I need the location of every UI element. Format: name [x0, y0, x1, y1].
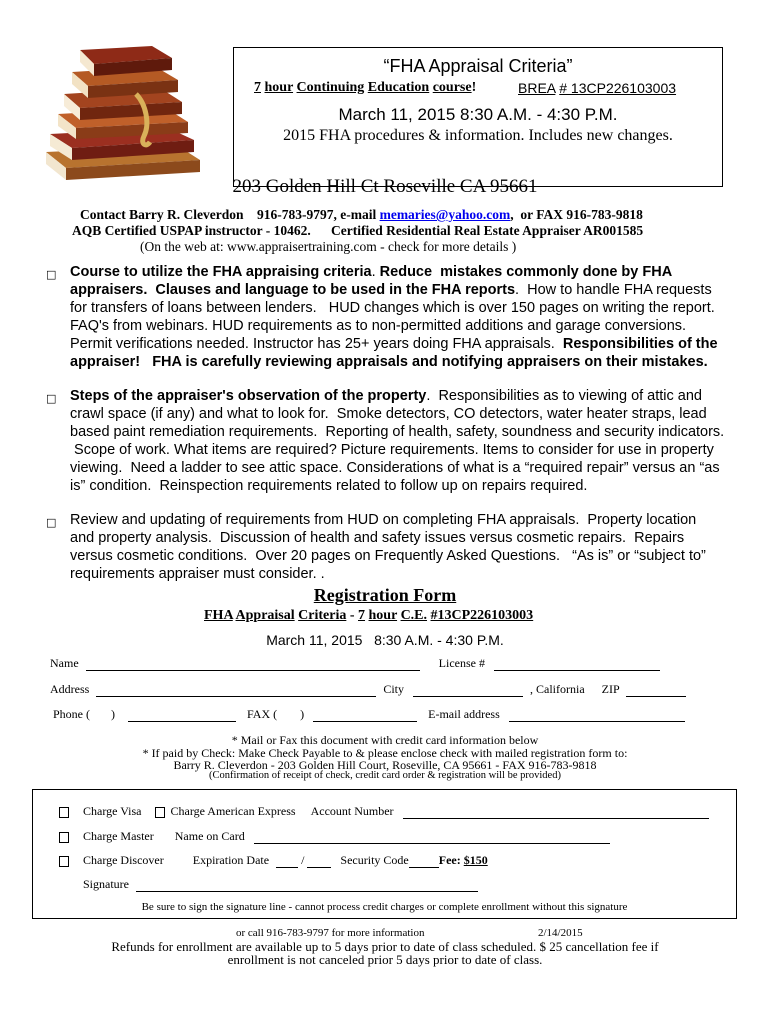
contact-line: Contact Barry R. Cleverdon 916-783-9797, e-mail memaries@yahoo.com, or FAX 916-783-9818 — [80, 207, 643, 222]
exp-year-field[interactable] — [307, 867, 331, 868]
course-subtitle: 7 hour Continuing Education course! — [254, 80, 477, 95]
phone-field[interactable] — [128, 721, 236, 722]
security-code-field[interactable] — [409, 867, 439, 868]
note-confirmation: (Confirmation of receipt of check, credit card order & registration will be provided) — [209, 770, 561, 781]
web-line: (On the web at: www.appraisertraining.com - check for more details ) — [140, 239, 517, 254]
bullet-icon: □ — [46, 268, 57, 281]
venue-address: 203 Golden Hill Ct Roseville CA 95661 — [232, 176, 538, 197]
registration-date: March 11, 2015 8:30 A.M. - 4:30 P.M. — [266, 632, 504, 648]
city-field[interactable] — [413, 696, 523, 697]
payment-row-1: Charge Visa Charge American Express Account Number — [59, 804, 709, 819]
description-paragraph — [70, 387, 750, 495]
description-paragraph — [70, 511, 750, 583]
payment-box — [32, 789, 737, 919]
description-line: based paint remediation requirements. Reporting of health, safety, soundness and security indicators. — [70, 424, 725, 440]
payment-row-2: Charge Master Name on Card — [59, 829, 610, 844]
email-link[interactable]: memaries@yahoo.com — [379, 207, 511, 222]
brea-number: BREA # 13CP226103003 — [518, 80, 677, 96]
note-check: * If paid by Check: Make Check Payable to & please enclose check with mailed registration form to: — [142, 746, 628, 760]
course-title: “FHA Appraisal Criteria” — [383, 56, 573, 76]
email-field[interactable] — [509, 721, 685, 722]
note-mail: * Mail or Fax this document with credit card information below — [231, 733, 539, 747]
description-line: viewing. Need a ladder to see attic space. Considerations of what is a “required repair” versus an “as — [70, 460, 720, 476]
books-logo — [28, 34, 213, 180]
course-date: March 11, 2015 8:30 A.M. - 4:30 P.M. — [338, 105, 618, 124]
refund-line-2: enrollment is not canceled prior 5 days prior to date of class. — [227, 952, 543, 967]
address-row: Address City , California ZIP — [50, 682, 686, 697]
description-line: appraisers. Clauses and language to be used in the FHA reports. How to handle FHA requests — [70, 282, 712, 298]
address-field[interactable] — [96, 696, 376, 697]
fee-text: Fee: $150 — [438, 853, 488, 867]
description-line: for transfers of loans between lenders. HUD changes which is over 150 pages on writing the report. — [70, 300, 715, 316]
description-line: is” condition. Reinspection requirements related to follow up on repairs required. — [70, 478, 588, 494]
description-paragraph — [70, 263, 750, 371]
description-line: appraiser! FHA is carefully reviewing appraisals and notifying appraisers on their mistakes. — [70, 354, 708, 370]
description-line: and property analysis. Discussion of health and safety issues versus cosmetic repairs. Repairs — [70, 530, 685, 546]
bullet-icon: □ — [46, 516, 57, 529]
registration-course: FHA Appraisal Criteria - 7 hour C.E. #13CP226103003 — [204, 608, 534, 623]
description-line: crawl space (if any) and what to look for. Smoke detectors, CO detectors, water heater straps, lead — [70, 406, 707, 422]
signature-field[interactable] — [136, 891, 478, 892]
account-number-field[interactable] — [403, 818, 709, 819]
license-field[interactable] — [494, 670, 660, 671]
refund-line-1: Refunds for enrollment are available up to 5 days prior to date of class scheduled. $ 25 cancellation fee if — [111, 939, 659, 954]
bullet-icon: □ — [46, 392, 57, 405]
revision-date: 2/14/2015 — [538, 927, 583, 939]
mastercard-checkbox[interactable] — [59, 832, 69, 843]
header-box — [233, 47, 723, 187]
payment-row-3: Charge Discover Expiration Date / Security Code Fee: $150 — [59, 853, 488, 868]
visa-checkbox[interactable] — [59, 807, 69, 818]
signature-row: Signature — [83, 877, 478, 892]
name-row: Name License # — [50, 656, 660, 671]
description-line: Course to utilize the FHA appraising criteria. Reduce mistakes commonly done by FHA — [70, 264, 673, 280]
registration-title: Registration Form — [313, 585, 457, 605]
description-line: FAQ's from webinars. HUD requirements as to non-permitted additions and garage conversions. — [70, 318, 687, 334]
description-line: requirements appraiser must consider. . — [70, 566, 325, 582]
description-line: versus cosmetic conditions. Over 20 pages on Frequently Asked Questions. “As is” or “subject to” — [70, 548, 706, 564]
fax-field[interactable] — [313, 721, 417, 722]
description-line: Steps of the appraiser's observation of the property. Responsibilities as to viewing of attic and — [70, 388, 703, 404]
description-line: Review and updating of requirements from HUD on completing FHA appraisals. Property location — [70, 512, 697, 528]
note-mailing-address: Barry R. Cleverdon - 203 Golden Hill Court, Roseville, CA 95661 - FAX 916-783-9818 — [173, 758, 597, 772]
description-line: Permit verifications needed. Instructor has 25+ years doing FHA appraisals. Responsibilities of the — [70, 336, 718, 352]
zip-field[interactable] — [626, 696, 686, 697]
name-field[interactable] — [86, 670, 420, 671]
name-on-card-field[interactable] — [254, 843, 610, 844]
call-line: or call 916-783-9797 for more information — [236, 927, 425, 939]
phone-row: Phone ( ) FAX ( ) E-mail address — [53, 707, 685, 722]
amex-checkbox[interactable] — [155, 807, 165, 818]
exp-month-field[interactable] — [276, 867, 298, 868]
signature-note: Be sure to sign the signature line - cannot process credit charges or complete enrollment without this signature — [141, 901, 628, 913]
description-line: Scope of work. What items are required? Picture requirements. Items to consider for use in property — [70, 442, 714, 458]
certification-line: AQB Certified USPAP instructor - 10462. Certified Residential Real Estate Appraiser AR001585 — [72, 223, 644, 238]
discover-checkbox[interactable] — [59, 856, 69, 867]
procedures-line: 2015 FHA procedures & information. Includes new changes. — [283, 127, 673, 144]
